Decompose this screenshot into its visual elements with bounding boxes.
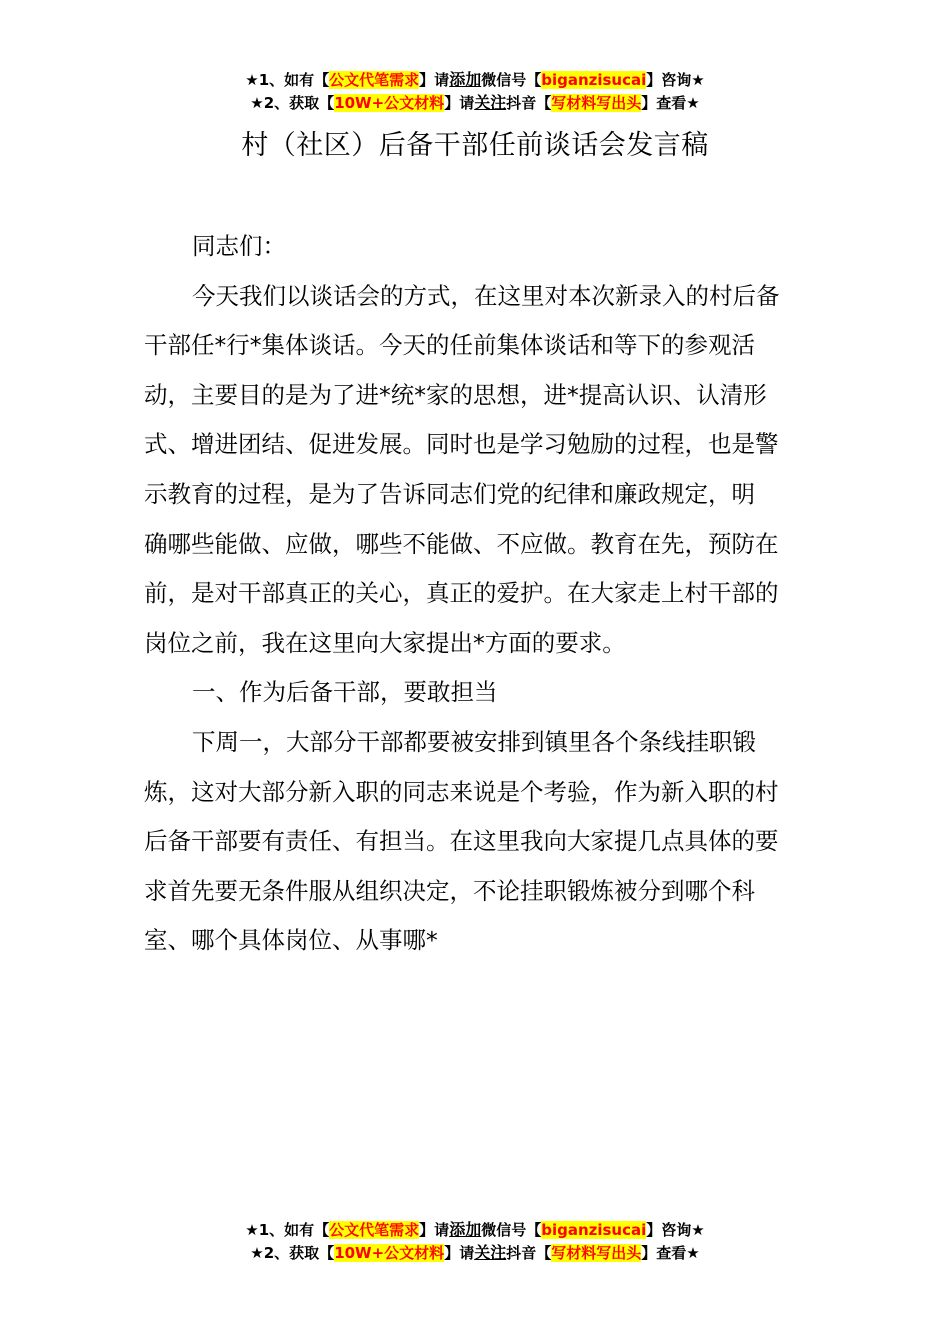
banner-text: ★2、获取【 [250, 1244, 335, 1262]
banner-highlight: biganzisucai [541, 1221, 647, 1239]
banner-underline: 关注 [474, 93, 507, 112]
banner-text: ★1、如有【 [245, 1221, 330, 1239]
paragraph-line: 今天我们以谈话会的方式，在这里对本次新录入的村后备 [192, 281, 780, 310]
banner-text: 】请 [444, 1244, 475, 1262]
paragraph-line: 确哪些能做、应做，哪些不能做、不应做。教育在先，预防在 [144, 529, 779, 558]
banner-highlight: 10W+公文材料 [334, 1244, 445, 1262]
banner-text: 】咨询★ [646, 71, 705, 89]
banner-text: 】查看★ [641, 94, 700, 112]
paragraph-1 [144, 272, 808, 669]
banner-text: 】请 [419, 71, 450, 89]
banner-highlight: 10W+公文材料 [334, 94, 445, 112]
banner-text: 抖音【 [506, 1244, 552, 1262]
banner-text: 抖音【 [506, 94, 552, 112]
banner-text: 】请 [444, 94, 475, 112]
document-body [144, 222, 808, 966]
section-heading-1: 一、作为后备干部，要敢担当 [192, 678, 498, 707]
paragraph-line: 后备干部要有责任、有担当。在这里我向大家提几点具体的要 [144, 827, 779, 856]
banner-highlight: 公文代笔需求 [329, 71, 420, 89]
paragraph-line: 式、增进团结、促进发展。同时也是学习勉励的过程，也是警 [144, 430, 779, 459]
paragraph-line: 前，是对干部真正的关心，真正的爱护。在大家走上村干部的 [144, 579, 779, 608]
banner-highlight: 写材料写出头 [551, 94, 642, 112]
banner-text: ★2、获取【 [250, 94, 335, 112]
banner-text: 微信号【 [481, 71, 542, 89]
document-title: 村（社区）后备干部任前谈话会发言稿 [241, 130, 709, 161]
banner-text: ★1、如有【 [245, 71, 330, 89]
banner-line-2 [0, 1241, 950, 1264]
banner-underline: 关注 [474, 1243, 507, 1262]
banner-underline: 添加 [449, 70, 482, 89]
banner-line-2 [0, 91, 950, 114]
top-banner [0, 68, 950, 114]
paragraph-line: 炼，这对大部分新入职的同志来说是个考验，作为新入职的村 [144, 777, 779, 806]
paragraph-line: 干部任*行*集体谈话。今天的任前集体谈话和等下的参观活 [144, 331, 755, 360]
banner-highlight: 公文代笔需求 [329, 1221, 420, 1239]
banner-line-1 [0, 1218, 950, 1241]
banner-highlight: 写材料写出头 [551, 1244, 642, 1262]
paragraph-line: 下周一，大部分干部都要被安排到镇里各个条线挂职锻 [192, 727, 756, 756]
paragraph-line: 室、哪个具体岗位、从事哪* [144, 926, 438, 955]
paragraph-2 [144, 718, 808, 966]
banner-line-1 [0, 68, 950, 91]
paragraph-line: 示教育的过程，是为了告诉同志们党的纪律和廉政规定，明 [144, 479, 755, 508]
paragraph-line: 动，主要目的是为了进*统*家的思想，进*提高认识、认清形 [144, 380, 767, 409]
banner-highlight: biganzisucai [541, 71, 647, 89]
bottom-banner [0, 1218, 950, 1264]
banner-text: 微信号【 [481, 1221, 542, 1239]
paragraph-line: 求首先要无条件服从组织决定，不论挂职锻炼被分到哪个科 [144, 876, 755, 905]
banner-text: 】查看★ [641, 1244, 700, 1262]
salutation: 同志们： [192, 232, 286, 260]
banner-text: 】咨询★ [646, 1221, 705, 1239]
banner-text: 】请 [419, 1221, 450, 1239]
banner-underline: 添加 [449, 1220, 482, 1239]
paragraph-line: 岗位之前，我在这里向大家提出*方面的要求。 [144, 628, 626, 657]
